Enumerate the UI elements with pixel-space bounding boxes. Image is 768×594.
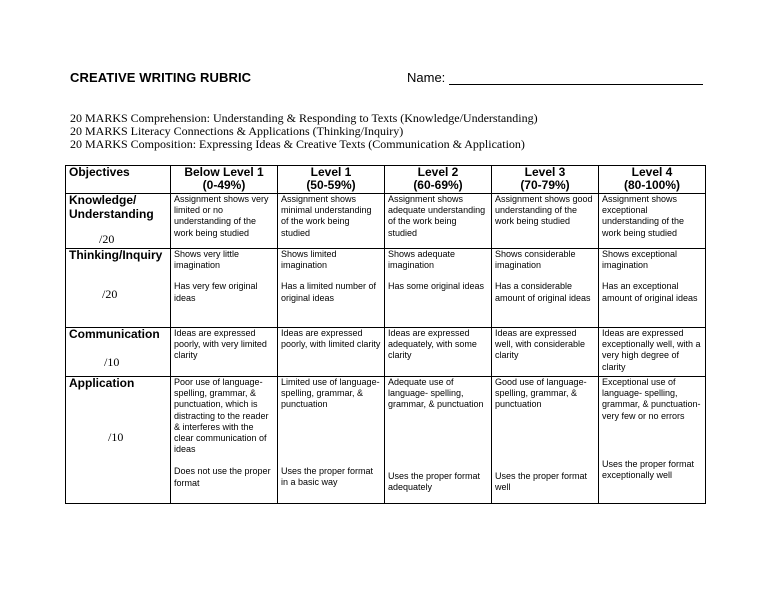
objective-cell [66,377,171,504]
descriptor: Adequate use of language- spelling, grammar, & punctuation [388,377,484,410]
descriptor: Has a limited number of original ideas [281,281,377,303]
rubric-cell [492,328,599,377]
marks-line: 20 MARKS Comprehension: Understanding & Responding to Texts (Knowledge/Understanding) [70,111,538,125]
level-header [385,166,492,194]
level-header [278,166,385,194]
descriptor: Has very few original ideas [174,281,258,303]
rubric-cell [278,377,385,504]
header-row [66,166,706,194]
level-name: Level 1 [310,165,352,179]
marks-line: 20 MARKS Literacy Connections & Applications (Thinking/Inquiry) [70,124,404,139]
score-field[interactable]: /20 [99,232,115,246]
descriptor: Assignment shows good understanding of the work being studied [495,194,593,227]
rubric-table [65,165,706,504]
rubric-cell [278,328,385,377]
rubric-cell [171,249,278,328]
marks-line: 20 MARKS Composition: Expressing Ideas & Creative Texts (Communication & Application) [70,137,525,152]
descriptor: Assignment shows very limited or no understanding of the work being studied [174,194,269,238]
rubric-cell [278,194,385,249]
rubric-cell [599,249,706,328]
objective-cell [66,249,171,328]
descriptor: Does not use the proper format [174,466,271,488]
document-title: CREATIVE WRITING RUBRIC [70,70,252,85]
rubric-cell [278,249,385,328]
descriptor: Ideas are expressed adequately, with some clarity [388,328,477,361]
level-range: (70-79%) [520,178,570,192]
name-field[interactable] [407,70,703,85]
level-header [492,166,599,194]
descriptor: Shows very little imagination [174,249,240,271]
descriptor: Ideas are expressed exceptionally well, with a very high degree of clarity [602,328,701,372]
level-header [171,166,278,194]
rubric-cell [599,377,706,504]
level-range: (0-49%) [202,178,246,192]
descriptor: Uses the proper format exceptionally well [602,458,695,481]
descriptor: Ideas are expressed well, with considerable clarity [495,328,586,361]
level-range: (80-100%) [623,178,681,192]
rubric-cell [599,328,706,377]
descriptor: Uses the proper format well [495,470,588,492]
descriptor: Has some original ideas [388,281,485,292]
level-name: Level 4 [631,165,673,179]
descriptor: Limited use of language- spelling, grammar, & punctuation [281,377,380,410]
descriptor: Has a considerable amount of original ideas [495,281,591,303]
rubric-cell [171,194,278,249]
name-blank-line[interactable] [449,71,703,85]
rubric-cell [171,377,278,504]
level-name: Below Level 1 [184,165,264,179]
rubric-cell [171,328,278,377]
descriptor: Shows considerable imagination [495,249,576,271]
objective-name: Knowledge/ Understanding [69,193,154,221]
score-field[interactable]: /20 [102,287,118,301]
descriptor: Shows limited imagination [281,249,337,271]
descriptor: Uses the proper format in a basic way [281,465,374,487]
level-header [599,166,706,194]
descriptor: Has an exceptional amount of original ideas [602,281,698,303]
rubric-cell [385,377,492,504]
descriptor: Shows exceptional imagination [602,249,678,271]
descriptor: Exceptional use of language- spelling, grammar, & punctuation- very few or no errors [602,377,701,421]
objective-cell [66,194,171,249]
descriptor: Good use of language- spelling, grammar, & punctuation [495,377,587,410]
level-name: Level 2 [417,165,459,179]
descriptor: Ideas are expressed poorly, with very limited clarity [174,328,267,361]
objective-name: Communication [69,327,160,341]
rubric-cell [492,249,599,328]
row-knowledge [66,194,706,249]
objective-cell [66,328,171,377]
objective-name: Thinking/Inquiry [69,248,163,262]
level-range: (50-59%) [306,178,356,192]
descriptor: Assignment shows adequate understanding of the work being studied [388,194,486,238]
score-field[interactable]: /10 [104,355,120,369]
marks-breakdown [70,112,538,152]
descriptor: Assignment shows minimal understanding of the work being studied [281,194,372,238]
level-name: Level 3 [524,165,566,179]
rubric-cell [385,328,492,377]
objectives-header: Objectives [66,166,171,194]
descriptor: Poor use of language- spelling, grammar, & punctuation, which is distracting to the reader & interferes with the clear communication of ideas [174,377,269,455]
descriptor: Uses the proper format adequately [388,470,481,492]
rubric-cell [385,249,492,328]
descriptor: Ideas are expressed poorly, with limited clarity [281,328,381,350]
descriptor: Shows adequate imagination [388,249,456,271]
descriptor: Assignment shows exceptional understanding of the work being studied [602,194,685,238]
row-application [66,377,706,504]
rubric-cell [385,194,492,249]
score-field[interactable]: /10 [108,430,124,444]
objective-name: Application [69,376,135,390]
row-communication [66,328,706,377]
rubric-cell [599,194,706,249]
row-thinking [66,249,706,328]
name-label: Name: [407,70,446,85]
level-range: (60-69%) [413,178,463,192]
rubric-cell [492,377,599,504]
rubric-cell [492,194,599,249]
